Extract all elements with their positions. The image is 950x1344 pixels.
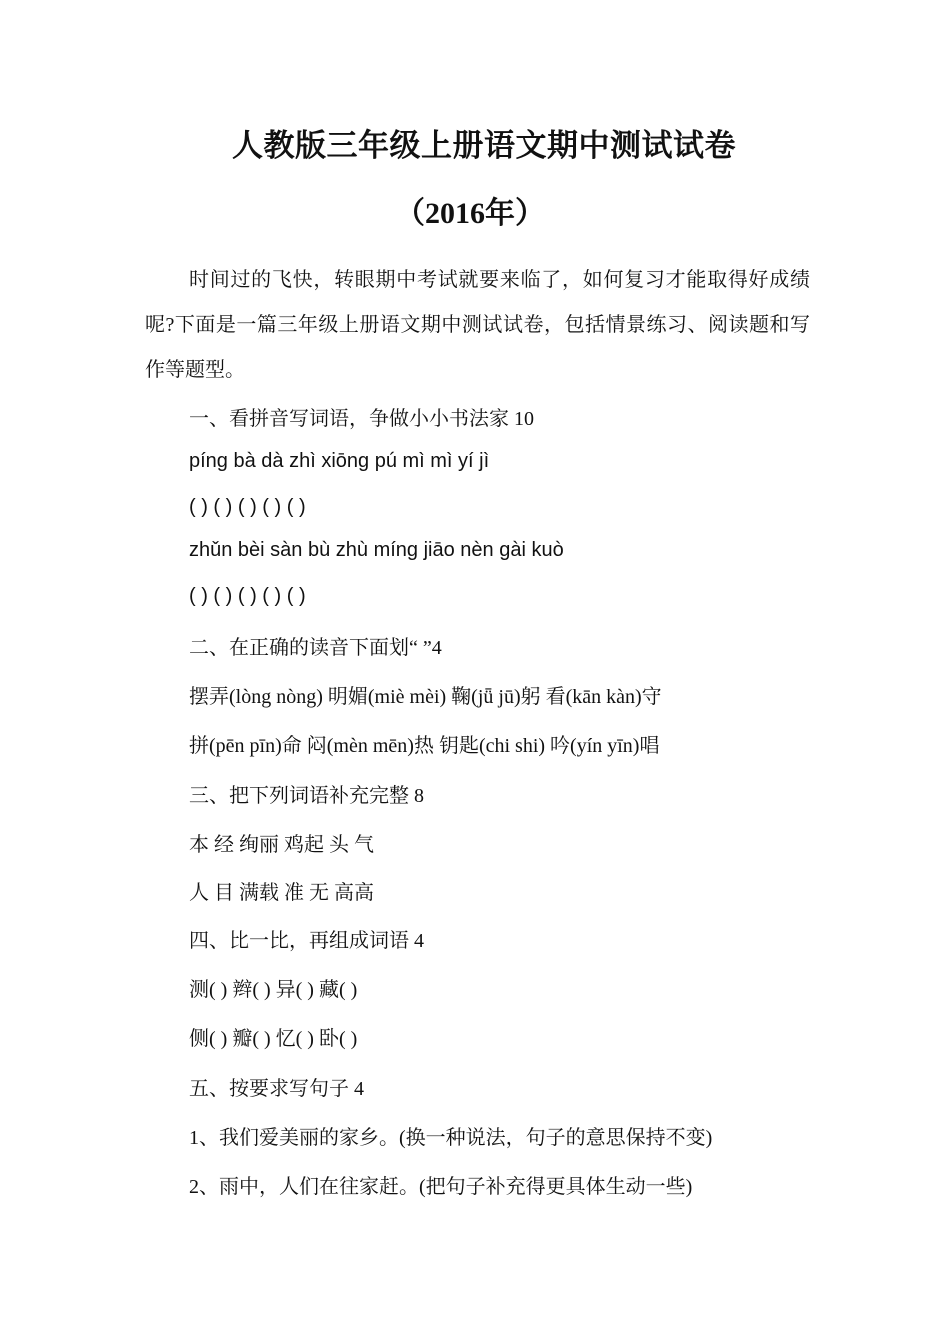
blanks-line-1: ( ) ( ) ( ) ( ) ( ) — [189, 496, 306, 518]
document-title: 人教版三年级上册语文期中测试试卷 — [232, 128, 736, 163]
compare-line-2: 侧( ) 瓣( ) 忆( ) 卧( ) — [189, 1028, 358, 1050]
section-5-heading: 五、按要求写句子 4 — [189, 1078, 364, 1100]
compare-line-1: 测( ) 辫( ) 异( ) 藏( ) — [189, 979, 358, 1001]
sentence-task-2: 2、雨中，人们在往家赶。(把句子补充得更具体生动一些) — [189, 1176, 693, 1198]
section-3-heading: 三、把下列词语补充完整 8 — [189, 785, 424, 807]
section-2-heading: 二、在正确的读音下面划“ ”4 — [189, 637, 442, 659]
words-line-1: 本 经 绚丽 鸡起 头 气 — [189, 834, 374, 856]
pinyin-line-1: píng bà dà zhì xiōng pú mì mì yí jì — [189, 450, 490, 472]
intro-paragraph: 时间过的飞快，转眼期中考试就要来临了，如何复习才能取得好成绩呢?下面是一篇三年级上册语文期中测试试卷，包括情景练习、阅读题和写作等题型。 — [145, 269, 810, 381]
words-line-2: 人 目 满载 准 无 高高 — [189, 882, 374, 904]
section-4-heading: 四、比一比，再组成词语 4 — [189, 930, 424, 952]
section-1-heading: 一、看拼音写词语，争做小小书法家 10 — [189, 408, 534, 430]
reading-line-2: 拼(pēn pīn)命 闷(mèn mēn)热 钥匙(chi shi) 吟(yín yīn)唱 — [189, 735, 660, 757]
sentence-task-1: 1、我们爱美丽的家乡。(换一种说法，句子的意思保持不变) — [189, 1127, 713, 1149]
pinyin-line-2: zhǔn bèi sàn bù zhù míng jiāo nèn gài kuò — [189, 539, 564, 561]
reading-line-1: 摆弄(lòng nòng) 明媚(miè mèi) 鞠(jǖ jū)躬 看(kān kàn)守 — [189, 686, 662, 708]
blanks-line-2: ( ) ( ) ( ) ( ) ( ) — [189, 585, 306, 607]
document-subtitle: （2016年） — [395, 197, 545, 230]
